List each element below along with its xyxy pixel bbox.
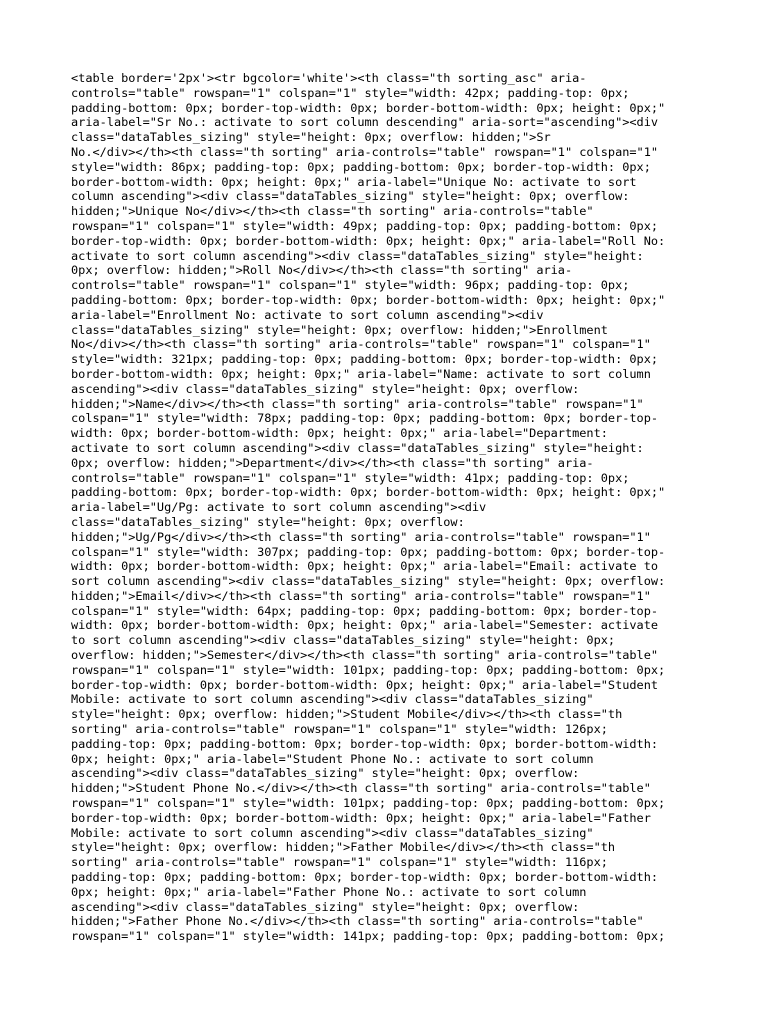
code-line: column ascending"><div class="dataTables_sizing" style="height: 0px; overflow: xyxy=(71,189,630,204)
code-line: sorting" aria-controls="table" rowspan="1" colspan="1" style="width: 126px; xyxy=(71,722,608,737)
code-line: border-bottom-width: 0px; height: 0px;" aria-label="Name: activate to sort column xyxy=(71,366,651,381)
code-line: 0px; overflow: hidden;">Roll No</div></th><th class="th sorting" aria- xyxy=(71,263,573,278)
code-line: controls="table" rowspan="1" colspan="1" style="width: 96px; padding-top: 0px; xyxy=(71,278,630,293)
code-line: style="width: 321px; padding-top: 0px; padding-bottom: 0px; border-top-width: 0px; xyxy=(71,352,659,367)
code-line: to sort column ascending"><div class="dataTables_sizing" style="height: 0px; xyxy=(71,633,616,648)
code-line: 0px; height: 0px;" aria-label="Father Phone No.: activate to sort column xyxy=(71,884,587,899)
code-line: aria-label="Enrollment No: activate to sort column ascending"><div xyxy=(71,307,544,322)
code-line: ascending"><div class="dataTables_sizing" style="height: 0px; overflow: xyxy=(71,381,580,396)
code-line: class="dataTables_sizing" style="height: 0px; overflow: hidden;">Sr xyxy=(71,130,551,145)
code-line: class="dataTables_sizing" style="height: 0px; overflow: hidden;">Enrollment xyxy=(71,322,608,337)
code-line: rowspan="1" colspan="1" style="width: 101px; padding-top: 0px; padding-bottom: 0px; xyxy=(71,796,666,811)
code-line: padding-bottom: 0px; border-top-width: 0px; border-bottom-width: 0px; height: 0px;" xyxy=(71,100,666,115)
code-line: border-top-width: 0px; border-bottom-width: 0px; height: 0px;" aria-label="Roll No: xyxy=(71,233,666,248)
code-line: padding-bottom: 0px; border-top-width: 0px; border-bottom-width: 0px; height: 0px;" xyxy=(71,485,666,500)
code-line: No</div></th><th class="th sorting" aria-controls="table" rowspan="1" colspan="1" xyxy=(71,337,651,352)
code-line: activate to sort column ascending"><div class="dataTables_sizing" style="height: xyxy=(71,248,644,263)
code-line: <table border='2px'><tr bgcolor='white'><th class="th sorting_asc" aria- xyxy=(71,71,587,85)
code-line: hidden;">Email</div></th><th class="th sorting" aria-controls="table" rowspan="1" xyxy=(71,588,651,603)
code-line: width: 0px; border-bottom-width: 0px; height: 0px;" aria-label="Email: activate to xyxy=(71,559,659,574)
code-line: hidden;">Ug/Pg</div></th><th class="th sorting" aria-controls="table" rowspan="1" xyxy=(71,529,651,544)
code-line: No.</div></th><th class="th sorting" aria-controls="table" rowspan="1" colspan="1" xyxy=(71,144,659,159)
code-line: Mobile: activate to sort column ascending"><div class="dataTables_sizing" xyxy=(71,692,594,707)
code-line: hidden;">Student Phone No.</div></th><th class="th sorting" aria-controls="table" xyxy=(71,781,651,796)
code-line: sort column ascending"><div class="dataTables_sizing" style="height: 0px; overflow: xyxy=(71,574,666,589)
code-line: style="width: 86px; padding-top: 0px; padding-bottom: 0px; border-top-width: 0px; xyxy=(71,159,651,174)
code-line: 0px; overflow: hidden;">Department</div></th><th class="th sorting" aria- xyxy=(71,455,594,470)
code-line: border-top-width: 0px; border-bottom-width: 0px; height: 0px;" aria-label="Father xyxy=(71,810,651,825)
code-line: aria-label="Sr No.: activate to sort column descending" aria-sort="ascending"><div xyxy=(71,115,659,130)
code-line: border-top-width: 0px; border-bottom-width: 0px; height: 0px;" aria-label="Student xyxy=(71,677,659,692)
code-line: class="dataTables_sizing" style="height: 0px; overflow: xyxy=(71,514,465,529)
code-line: hidden;">Name</div></th><th class="th sorting" aria-controls="table" rowspan="1" xyxy=(71,396,644,411)
code-line: 0px; height: 0px;" aria-label="Student Phone No.: activate to sort column xyxy=(71,751,594,766)
document-page xyxy=(71,71,711,944)
code-line: rowspan="1" colspan="1" style="width: 49px; padding-top: 0px; padding-bottom: 0px; xyxy=(71,218,659,233)
code-line: colspan="1" style="width: 64px; padding-top: 0px; padding-bottom: 0px; border-top- xyxy=(71,603,659,618)
code-line: colspan="1" style="width: 307px; padding-top: 0px; padding-bottom: 0px; border-top- xyxy=(71,544,666,559)
code-line: controls="table" rowspan="1" colspan="1" style="width: 42px; padding-top: 0px; xyxy=(71,85,630,100)
code-line: controls="table" rowspan="1" colspan="1" style="width: 41px; padding-top: 0px; xyxy=(71,470,630,485)
code-line: aria-label="Ug/Pg: activate to sort column ascending"><div xyxy=(71,500,487,515)
code-line: hidden;">Father Phone No.</div></th><th class="th sorting" aria-controls="table" xyxy=(71,914,644,929)
code-line: width: 0px; border-bottom-width: 0px; height: 0px;" aria-label="Semester: activate xyxy=(71,618,659,633)
code-line: border-bottom-width: 0px; height: 0px;" aria-label="Unique No: activate to sort xyxy=(71,174,637,189)
code-line: style="height: 0px; overflow: hidden;">Student Mobile</div></th><th class="th xyxy=(71,707,623,722)
code-line: padding-top: 0px; padding-bottom: 0px; border-top-width: 0px; border-bottom-width: xyxy=(71,870,659,885)
code-line: rowspan="1" colspan="1" style="width: 141px; padding-top: 0px; padding-bottom: 0px; xyxy=(71,929,666,944)
code-line: sorting" aria-controls="table" rowspan="1" colspan="1" style="width: 116px; xyxy=(71,855,608,870)
code-line: ascending"><div class="dataTables_sizing" style="height: 0px; overflow: xyxy=(71,766,580,781)
code-line: style="height: 0px; overflow: hidden;">Father Mobile</div></th><th class="th xyxy=(71,840,616,855)
code-line: hidden;">Unique No</div></th><th class="th sorting" aria-controls="table" xyxy=(71,204,594,219)
code-line: rowspan="1" colspan="1" style="width: 101px; padding-top: 0px; padding-bottom: 0px; xyxy=(71,662,666,677)
code-line: colspan="1" style="width: 78px; padding-top: 0px; padding-bottom: 0px; border-top- xyxy=(71,411,659,426)
code-line: width: 0px; border-bottom-width: 0px; height: 0px;" aria-label="Department: xyxy=(71,426,608,441)
code-line: padding-bottom: 0px; border-top-width: 0px; border-bottom-width: 0px; height: 0px;" xyxy=(71,292,666,307)
code-line: Mobile: activate to sort column ascending"><div class="dataTables_sizing" xyxy=(71,825,594,840)
code-line: padding-top: 0px; padding-bottom: 0px; border-top-width: 0px; border-bottom-width: xyxy=(71,736,659,751)
code-line: ascending"><div class="dataTables_sizing" style="height: 0px; overflow: xyxy=(71,899,580,914)
code-line: activate to sort column ascending"><div class="dataTables_sizing" style="height: xyxy=(71,440,644,455)
code-line: overflow: hidden;">Semester</div></th><th class="th sorting" aria-controls="table" xyxy=(71,648,659,663)
